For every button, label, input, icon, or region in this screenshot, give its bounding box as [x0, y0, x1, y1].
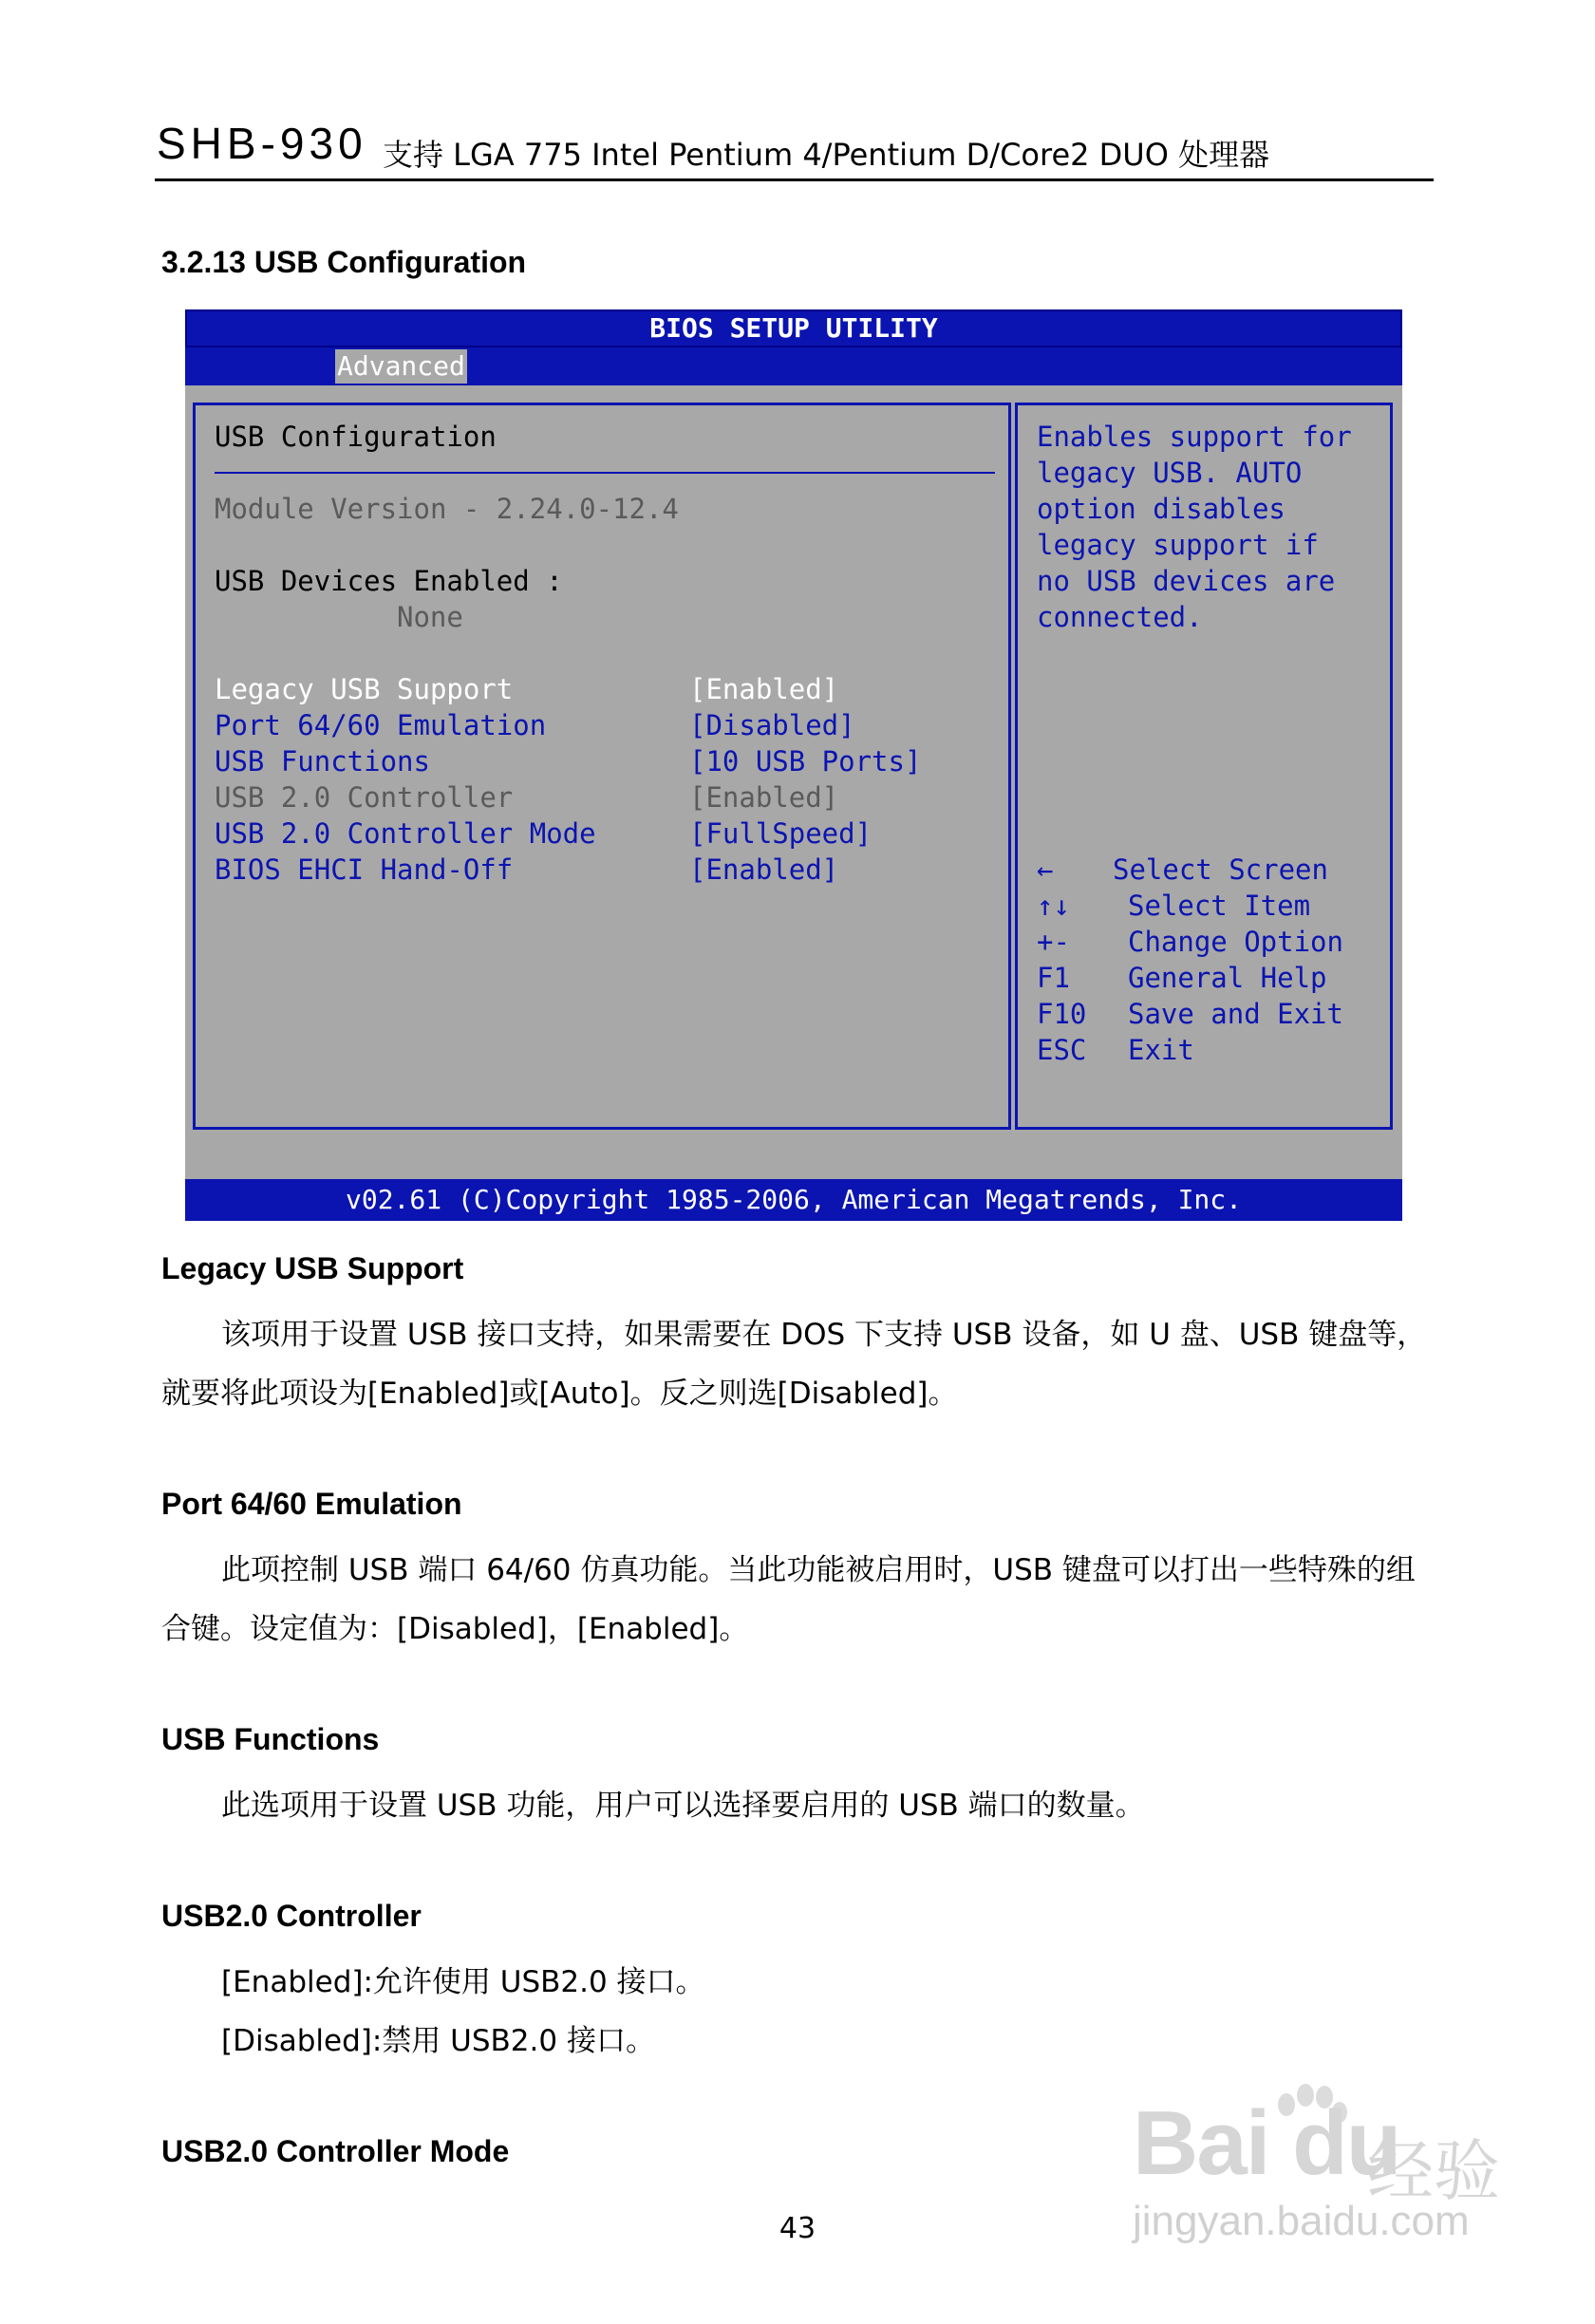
setting-legacy-usb-support-value[interactable]: [Enabled]: [689, 673, 839, 705]
subsection-title: USB2.0 Controller: [161, 1899, 422, 1933]
key-desc: Exit: [1128, 1034, 1194, 1066]
watermark-jingyan: 经验: [1367, 2132, 1500, 2210]
key-desc: Save and Exit: [1128, 998, 1343, 1030]
setting-port-emulation[interactable]: Port 64/60 Emulation: [215, 709, 547, 741]
paragraph-line: 此项控制 USB 端口 64/60 仿真功能。当此功能被启用时，USB 键盘可以打出一些特殊的组: [221, 1553, 1416, 1587]
page-header: [155, 116, 1434, 181]
help-line: Enables support for: [1037, 421, 1352, 453]
key-desc: General Help: [1128, 962, 1327, 994]
tab-advanced[interactable]: Advanced: [337, 350, 465, 382]
help-line: option disables: [1037, 493, 1285, 525]
subsection-title: USB Functions: [161, 1722, 380, 1756]
setting-port-emulation-value[interactable]: [Disabled]: [689, 709, 855, 741]
subsection-title: Port 64/60 Emulation: [161, 1487, 462, 1521]
key-left-arrow: ←: [1037, 853, 1054, 886]
bios-main-panel: [193, 403, 1011, 1130]
bios-screenshot: [185, 309, 1402, 1221]
bios-divider: [215, 472, 995, 474]
paragraph-line: 此选项用于设置 USB 功能，用户可以选择要启用的 USB 端口的数量。: [221, 1789, 1145, 1823]
bios-footer: v02.61 (C)Copyright 1985-2006, American Megatrends, Inc.: [185, 1179, 1402, 1221]
section-title: 3.2.13 USB Configuration: [161, 245, 527, 279]
paragraph-line: 该项用于设置 USB 接口支持，如果需要在 DOS 下支持 USB 设备，如 U 盘、USB 键盘等，: [221, 1318, 1427, 1352]
paragraph-line: 合键。设定值为：[Disabled]，[Enabled]。: [161, 1612, 749, 1646]
setting-usb2-controller-value: [Enabled]: [689, 781, 839, 814]
help-line: connected.: [1037, 601, 1203, 633]
paragraph-line: [Enabled]:允许使用 USB2.0 接口。: [221, 1965, 705, 1999]
paragraph-line: [Disabled]:禁用 USB2.0 接口。: [221, 2024, 655, 2058]
usb-devices-value: None: [397, 601, 463, 633]
setting-usb2-controller-mode[interactable]: USB 2.0 Controller Mode: [215, 817, 596, 850]
key-plus-minus: +-: [1037, 926, 1070, 958]
key-f10: F10: [1037, 998, 1087, 1030]
setting-usb-functions[interactable]: USB Functions: [215, 745, 430, 778]
help-line: legacy USB. AUTO: [1037, 457, 1303, 489]
setting-usb-functions-value[interactable]: [10 USB Ports]: [689, 745, 922, 778]
help-line: legacy support if: [1037, 529, 1319, 561]
setting-bios-ehci-handoff-value[interactable]: [Enabled]: [689, 853, 839, 886]
page-number: 43: [779, 2212, 816, 2245]
baidu-jingyan-watermark: [1125, 2084, 1505, 2255]
paragraph-line: 就要将此项设为[Enabled]或[Auto]。反之则选[Disabled]。: [161, 1377, 958, 1411]
help-line: no USB devices are: [1037, 565, 1336, 597]
bios-help-panel: [1015, 403, 1393, 1130]
setting-legacy-usb-support[interactable]: Legacy USB Support: [215, 673, 514, 705]
header-model: SHB-930: [157, 119, 367, 168]
subsection-title: USB2.0 Controller Mode: [161, 2134, 510, 2168]
usb-devices-label: USB Devices Enabled :: [215, 565, 563, 597]
setting-usb2-controller-mode-value[interactable]: [FullSpeed]: [689, 817, 873, 850]
bios-tab-bar: [185, 347, 1402, 385]
watermark-brand: Bai du: [1133, 2092, 1400, 2194]
key-esc: ESC: [1037, 1034, 1087, 1066]
setting-bios-ehci-handoff[interactable]: BIOS EHCI Hand-Off: [215, 853, 514, 886]
subsection-title: Legacy USB Support: [161, 1251, 464, 1285]
key-f1: F1: [1037, 962, 1070, 994]
key-desc: Select Screen: [1113, 853, 1328, 886]
header-description: 支持 LGA 775 Intel Pentium 4/Pentium D/Core2 DUO 处理器: [383, 137, 1270, 173]
bios-panel-title: USB Configuration: [215, 421, 497, 453]
setting-usb2-controller: USB 2.0 Controller: [215, 781, 514, 814]
bios-title: BIOS SETUP UTILITY: [185, 309, 1402, 347]
key-desc: Change Option: [1128, 926, 1343, 958]
key-desc: Select Item: [1128, 890, 1311, 922]
watermark-url: jingyan.baidu.com: [1133, 2198, 1470, 2244]
module-version: Module Version - 2.24.0-12.4: [215, 493, 679, 525]
key-up-down-arrows: ↑↓: [1037, 890, 1070, 922]
